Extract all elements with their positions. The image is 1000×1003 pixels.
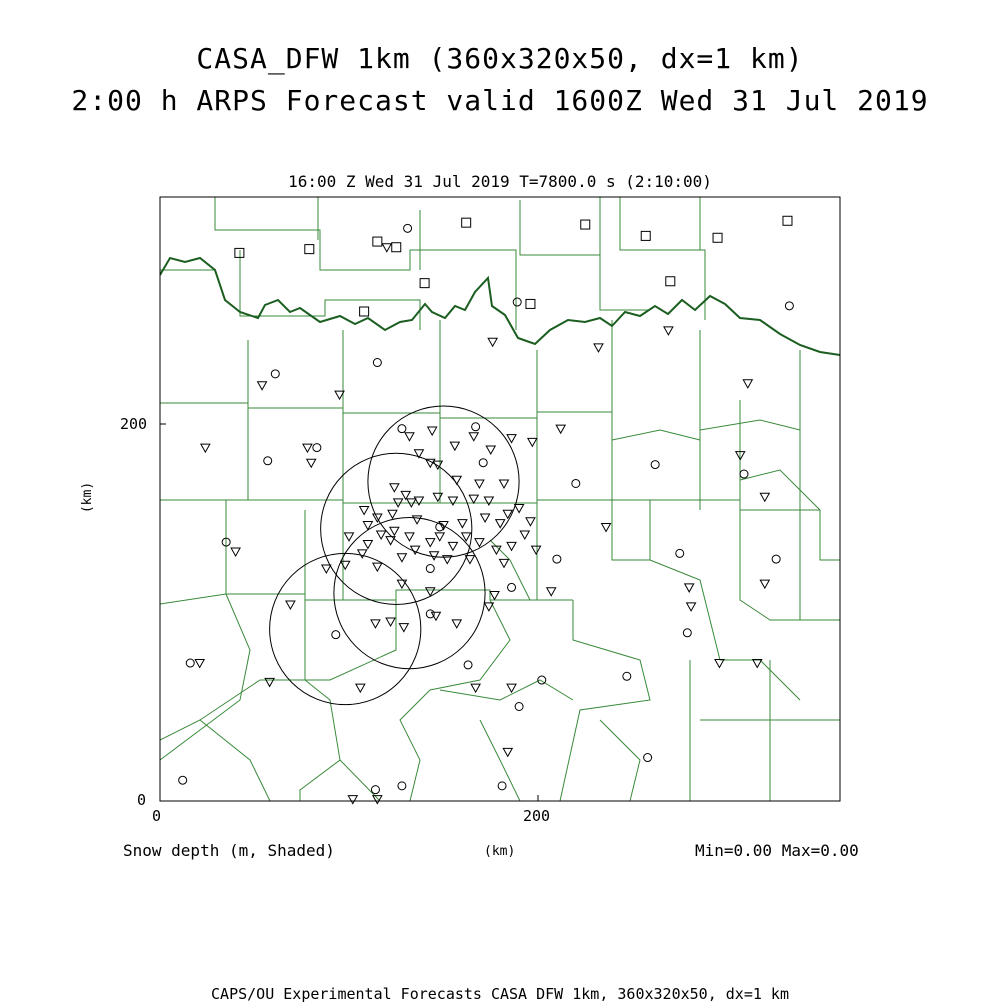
station-circle-marker [508,583,516,591]
station-circle-marker [513,298,521,306]
station-triangle-marker [258,382,267,390]
station-triangle-marker [435,533,444,541]
station-triangle-marker [715,660,724,668]
station-triangle-marker [201,444,210,452]
station-triangle-marker [390,484,399,492]
station-square-marker [462,218,471,227]
station-triangle-marker [405,433,414,441]
station-triangle-marker [195,660,204,668]
station-triangle-marker [760,493,769,501]
station-triangle-marker [448,542,457,550]
station-triangle-marker [397,554,406,562]
county-boundaries [160,197,840,801]
station-triangle-marker [452,620,461,628]
station-square-marker [360,307,369,316]
station-circle-marker [426,610,434,618]
station-triangle-marker [687,603,696,611]
station-circle-marker [264,457,272,465]
station-triangle-marker [397,580,406,588]
station-triangle-marker [484,497,493,505]
station-triangle-marker [360,506,369,514]
station-triangle-marker [532,546,541,554]
station-circle-marker [498,782,506,790]
station-square-marker [783,216,792,225]
station-triangle-marker [507,435,516,443]
plot-frame [160,197,840,801]
credit-footer: CAPS/OU Experimental Forecasts CASA DFW 1km, 360x320x50, dx=1 km [211,985,789,1003]
station-triangle-marker [322,565,331,573]
station-triangle-marker [481,514,490,522]
station-square-marker [713,233,722,242]
station-triangle-marker [664,327,673,335]
station-square-marker [581,220,590,229]
station-triangle-marker [475,480,484,488]
station-circle-marker [479,459,487,467]
station-triangle-marker [431,612,440,620]
station-triangle-marker [458,520,467,528]
station-square-marker [526,299,535,308]
station-triangle-marker [371,620,380,628]
station-circle-marker [472,423,480,431]
station-triangle-marker [405,533,414,541]
station-triangle-marker [520,531,529,539]
station-triangle-marker [433,493,442,501]
station-triangle-marker [526,518,535,526]
station-triangle-marker [286,601,295,609]
station-triangle-marker [515,505,524,513]
station-triangle-marker [358,550,367,558]
station-triangle-marker [231,548,240,556]
radar-ring-4 [270,553,421,704]
station-circle-marker [683,629,691,637]
map-title-line-2: 2:00 h ARPS Forecast valid 1600Z Wed 31 Jul 2019 [71,84,929,117]
station-triangle-marker [760,580,769,588]
station-triangle-marker [743,380,752,388]
station-triangle-marker [490,591,499,599]
station-circle-marker [515,703,523,711]
station-circle-marker [572,479,580,487]
map-title-line-1: CASA_DFW 1km (360x320x50, dx=1 km) [196,42,804,75]
station-triangle-marker [602,523,611,531]
station-triangle-marker [390,527,399,535]
station-circle-marker [398,782,406,790]
station-triangle-marker [399,624,408,632]
station-circle-marker [404,224,412,232]
map-valid-time-subtitle: 16:00 Z Wed 31 Jul 2019 T=7800.0 s (2:10:00) [288,172,712,191]
station-triangle-marker [594,344,603,352]
station-square-marker [305,245,314,254]
x-axis-label: (km) [484,844,516,859]
station-circle-marker [373,359,381,367]
station-triangle-marker [345,533,354,541]
station-circle-marker [623,672,631,680]
station-circle-marker [651,461,659,469]
station-triangle-marker [528,438,537,446]
station-triangle-marker [556,425,565,433]
station-circle-marker [772,555,780,563]
station-triangle-marker [499,480,508,488]
station-triangle-marker [685,584,694,592]
station-triangle-marker [475,539,484,547]
station-square-marker [235,248,244,257]
x-tick-200: 200 [523,807,551,825]
station-triangle-marker [307,459,316,467]
station-triangle-marker [499,559,508,567]
station-triangle-marker [503,748,512,756]
station-circle-marker [740,470,748,478]
station-triangle-marker [386,618,395,626]
station-circle-marker [332,631,340,639]
station-triangle-marker [341,561,350,569]
station-triangle-marker [428,427,437,435]
station-circle-marker [313,444,321,452]
station-triangle-marker [469,495,478,503]
station-triangle-marker [388,510,397,518]
station-triangle-marker [547,588,556,596]
station-triangle-marker [303,444,312,452]
station-square-marker [666,277,675,286]
station-circle-marker [398,425,406,433]
y-axis-label: (km) [80,481,96,514]
station-circle-marker [644,754,652,762]
station-triangle-marker [382,244,391,252]
station-square-marker [373,237,382,246]
state-border-line [160,258,840,355]
x-tick-0: 0 [152,807,162,825]
station-triangle-marker [401,491,410,499]
station-triangle-marker [496,520,505,528]
station-triangle-marker [356,684,365,692]
station-triangle-marker [413,516,422,524]
station-triangle-marker [426,539,435,547]
station-circle-marker [186,659,194,667]
station-circle-marker [426,565,434,573]
station-square-marker [392,243,401,252]
station-triangle-marker [373,563,382,571]
station-circle-marker [785,302,793,310]
station-triangle-marker [471,684,480,692]
station-triangle-marker [488,338,497,346]
station-circle-marker [553,555,561,563]
station-triangle-marker [507,542,516,550]
station-circle-marker [676,549,684,557]
station-triangle-marker [448,497,457,505]
station-triangle-marker [450,442,459,450]
station-triangle-marker [363,540,372,548]
station-circle-marker [271,370,279,378]
min-max-readout: Min=0.00 Max=0.00 [695,841,859,860]
station-square-marker [641,231,650,240]
field-label: Snow depth (m, Shaded) [123,841,335,860]
station-circle-marker [179,776,187,784]
station-triangle-marker [469,433,478,441]
station-triangle-marker [348,796,357,804]
station-circle-marker [371,786,379,794]
y-tick-0: 0 [137,791,147,809]
station-circle-marker [464,661,472,669]
station-triangle-marker [377,531,386,539]
station-triangle-marker [503,510,512,518]
station-square-marker [420,279,429,288]
station-triangle-marker [507,684,516,692]
station-triangle-marker [373,796,382,804]
station-triangle-marker [414,497,423,505]
y-tick-200: 200 [120,415,148,433]
station-triangle-marker [486,446,495,454]
